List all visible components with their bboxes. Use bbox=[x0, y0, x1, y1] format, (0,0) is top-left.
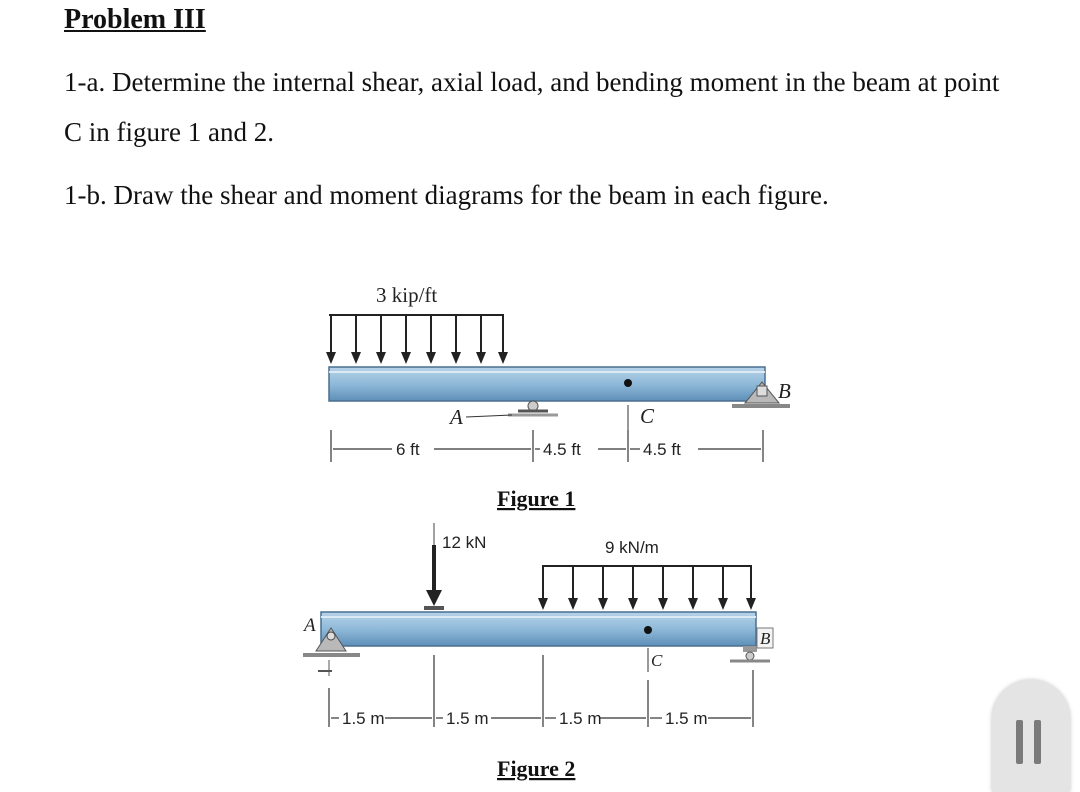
figure-2 bbox=[302, 523, 773, 781]
fig2-label-a: A bbox=[304, 615, 316, 636]
fig2-label-b: B bbox=[760, 629, 771, 648]
fig2-point-load-arrow bbox=[424, 545, 444, 610]
fig2-dist-load-label: 9 kN/m bbox=[605, 538, 659, 557]
problem-part-b: 1-b. Draw the shear and moment diagrams for the beam in each figure. bbox=[64, 180, 829, 210]
fig1-caption: Figure 1 bbox=[497, 486, 576, 511]
floating-menu-button[interactable] bbox=[992, 680, 1070, 792]
menu-bar-icon bbox=[1016, 720, 1023, 764]
fig2-distributed-load-arrows bbox=[542, 566, 752, 603]
figure-1 bbox=[326, 283, 791, 511]
fig1-load-label: 3 kip/ft bbox=[376, 283, 438, 307]
fig2-dim-2: 1.5 m bbox=[446, 709, 489, 728]
fig1-dim-2: 4.5 ft bbox=[543, 440, 581, 459]
problem-title: Problem III bbox=[64, 4, 206, 35]
fig2-dim-1: 1.5 m bbox=[342, 709, 385, 728]
fig1-label-c: C bbox=[640, 404, 655, 428]
fig1-dim-1: 6 ft bbox=[396, 440, 420, 459]
fig1-point-c-dot bbox=[624, 379, 632, 387]
fig2-caption: Figure 2 bbox=[497, 756, 576, 781]
fig1-label-a: A bbox=[450, 405, 463, 429]
fig1-label-b: B bbox=[778, 379, 791, 403]
fig1-distributed-load-arrows bbox=[329, 315, 504, 358]
fig2-label-c: C bbox=[651, 651, 663, 670]
fig2-point-c-dot bbox=[644, 626, 652, 634]
fig1-dim-3: 4.5 ft bbox=[643, 440, 681, 459]
fig2-dim-4: 1.5 m bbox=[665, 709, 708, 728]
fig2-point-load-label: 12 kN bbox=[442, 533, 487, 552]
problem-part-a: 1-a. Determine the internal shear, axial load, and bending moment in the beam at point C in figure 1 and 2. bbox=[64, 67, 1000, 147]
menu-bar-icon bbox=[1034, 720, 1041, 764]
fig2-dim-3: 1.5 m bbox=[559, 709, 602, 728]
fig1-support-a bbox=[508, 401, 558, 415]
